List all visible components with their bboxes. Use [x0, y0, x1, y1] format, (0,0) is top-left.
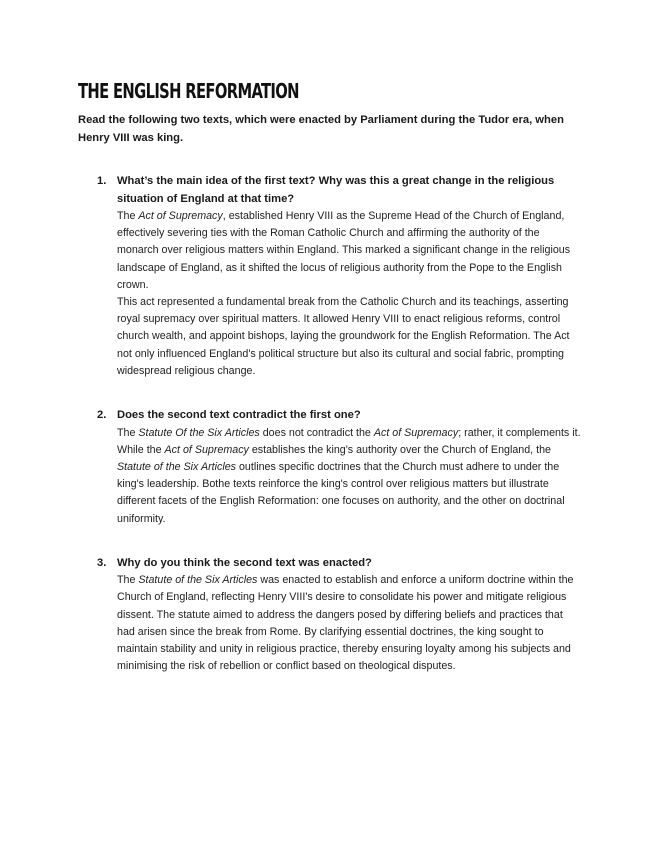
- answer-text: ; rather, it complements it. While the: [117, 426, 581, 456]
- answer-paragraph: This act represented a fundamental break from the Catholic Church and its teachings, asserting royal supremacy over spiritual matters. It allowed Henry VIII to enact religious reforms, control church wealth, and appoint bishops, laying the groundwork for the English Reformation. The Act not only influenced England's political structure but also its cultural and social fabric, prompting widespread religious change.: [117, 296, 570, 377]
- italic-title: Act of Supremacy: [373, 426, 459, 439]
- question-text: Why do you think the second text was enacted?: [117, 556, 372, 569]
- document-page: [78, 78, 583, 675]
- question-number: 1.: [97, 175, 107, 187]
- question-list: [78, 173, 583, 675]
- italic-title: Statute of the Six Articles: [117, 460, 237, 473]
- italic-title: Statute Of the Six Articles: [138, 426, 260, 439]
- question-item-1: [78, 173, 583, 380]
- answer-text: outlines specific doctrines that the Church must adhere to under the king's leadership. Bothe texts reinforce the king's control over religious matters but illustrate different facets of the English Reformation: one focuses on authority, and the other on doctrinal uniformity.: [117, 460, 565, 525]
- question-item-2: [78, 407, 583, 528]
- question-item-3: [78, 555, 583, 676]
- answer-text: was enacted to establish and enforce a uniform doctrine within the Church of England, reflecting Henry VIII's desire to consolidate his power and mitigate religious dissent. The statute aimed to address the dangers posed by differing beliefs and practices that had arisen since the break from Rome. By clarifying essential doctrines, the king sought to maintain stability and unity in religious practice, thereby ensuring loyalty among his subjects and minimising the risk of rebellion or conflict based on theological disputes.: [117, 574, 574, 673]
- answer-text: establishes the king's authority over the Church of England, the: [248, 443, 551, 456]
- question-text: Does the second text contradict the first one?: [117, 409, 361, 422]
- italic-title: Act of Supremacy: [138, 210, 223, 222]
- italic-title: Act of Supremacy: [164, 443, 249, 456]
- answer-paragraph: [117, 208, 583, 294]
- question-text: What’s the main idea of the first text? Why was this a great change in the religious situation of England at that time?: [117, 175, 555, 205]
- answer-paragraph: [117, 572, 583, 675]
- answer-text: The: [117, 210, 139, 222]
- question-number: 3.: [97, 556, 107, 569]
- instructions-text: Read the following two texts, which were enacted by Parliament during the Tudor era, when Henry VIII was king.: [78, 114, 564, 144]
- answer-text: The: [117, 574, 139, 587]
- question-number: 2.: [97, 409, 107, 422]
- answer-paragraph: [117, 425, 583, 528]
- italic-title: Statute of the Six Articles: [138, 574, 258, 587]
- page-title: THE ENGLISH REFORMATION: [78, 79, 299, 103]
- answer-text: does not contradict the: [259, 426, 374, 439]
- answer-text: , established Henry VIII as the Supreme Head of the Church of England, effectively severing ties with the Roman Catholic Church and affirming the authority of the monarch over religious matters within England. This marked a significant change in the religious landscape of England, as it shifted the locus of religious authority from the Pope to the English crown.: [117, 210, 571, 291]
- answer-text: The: [117, 426, 139, 439]
